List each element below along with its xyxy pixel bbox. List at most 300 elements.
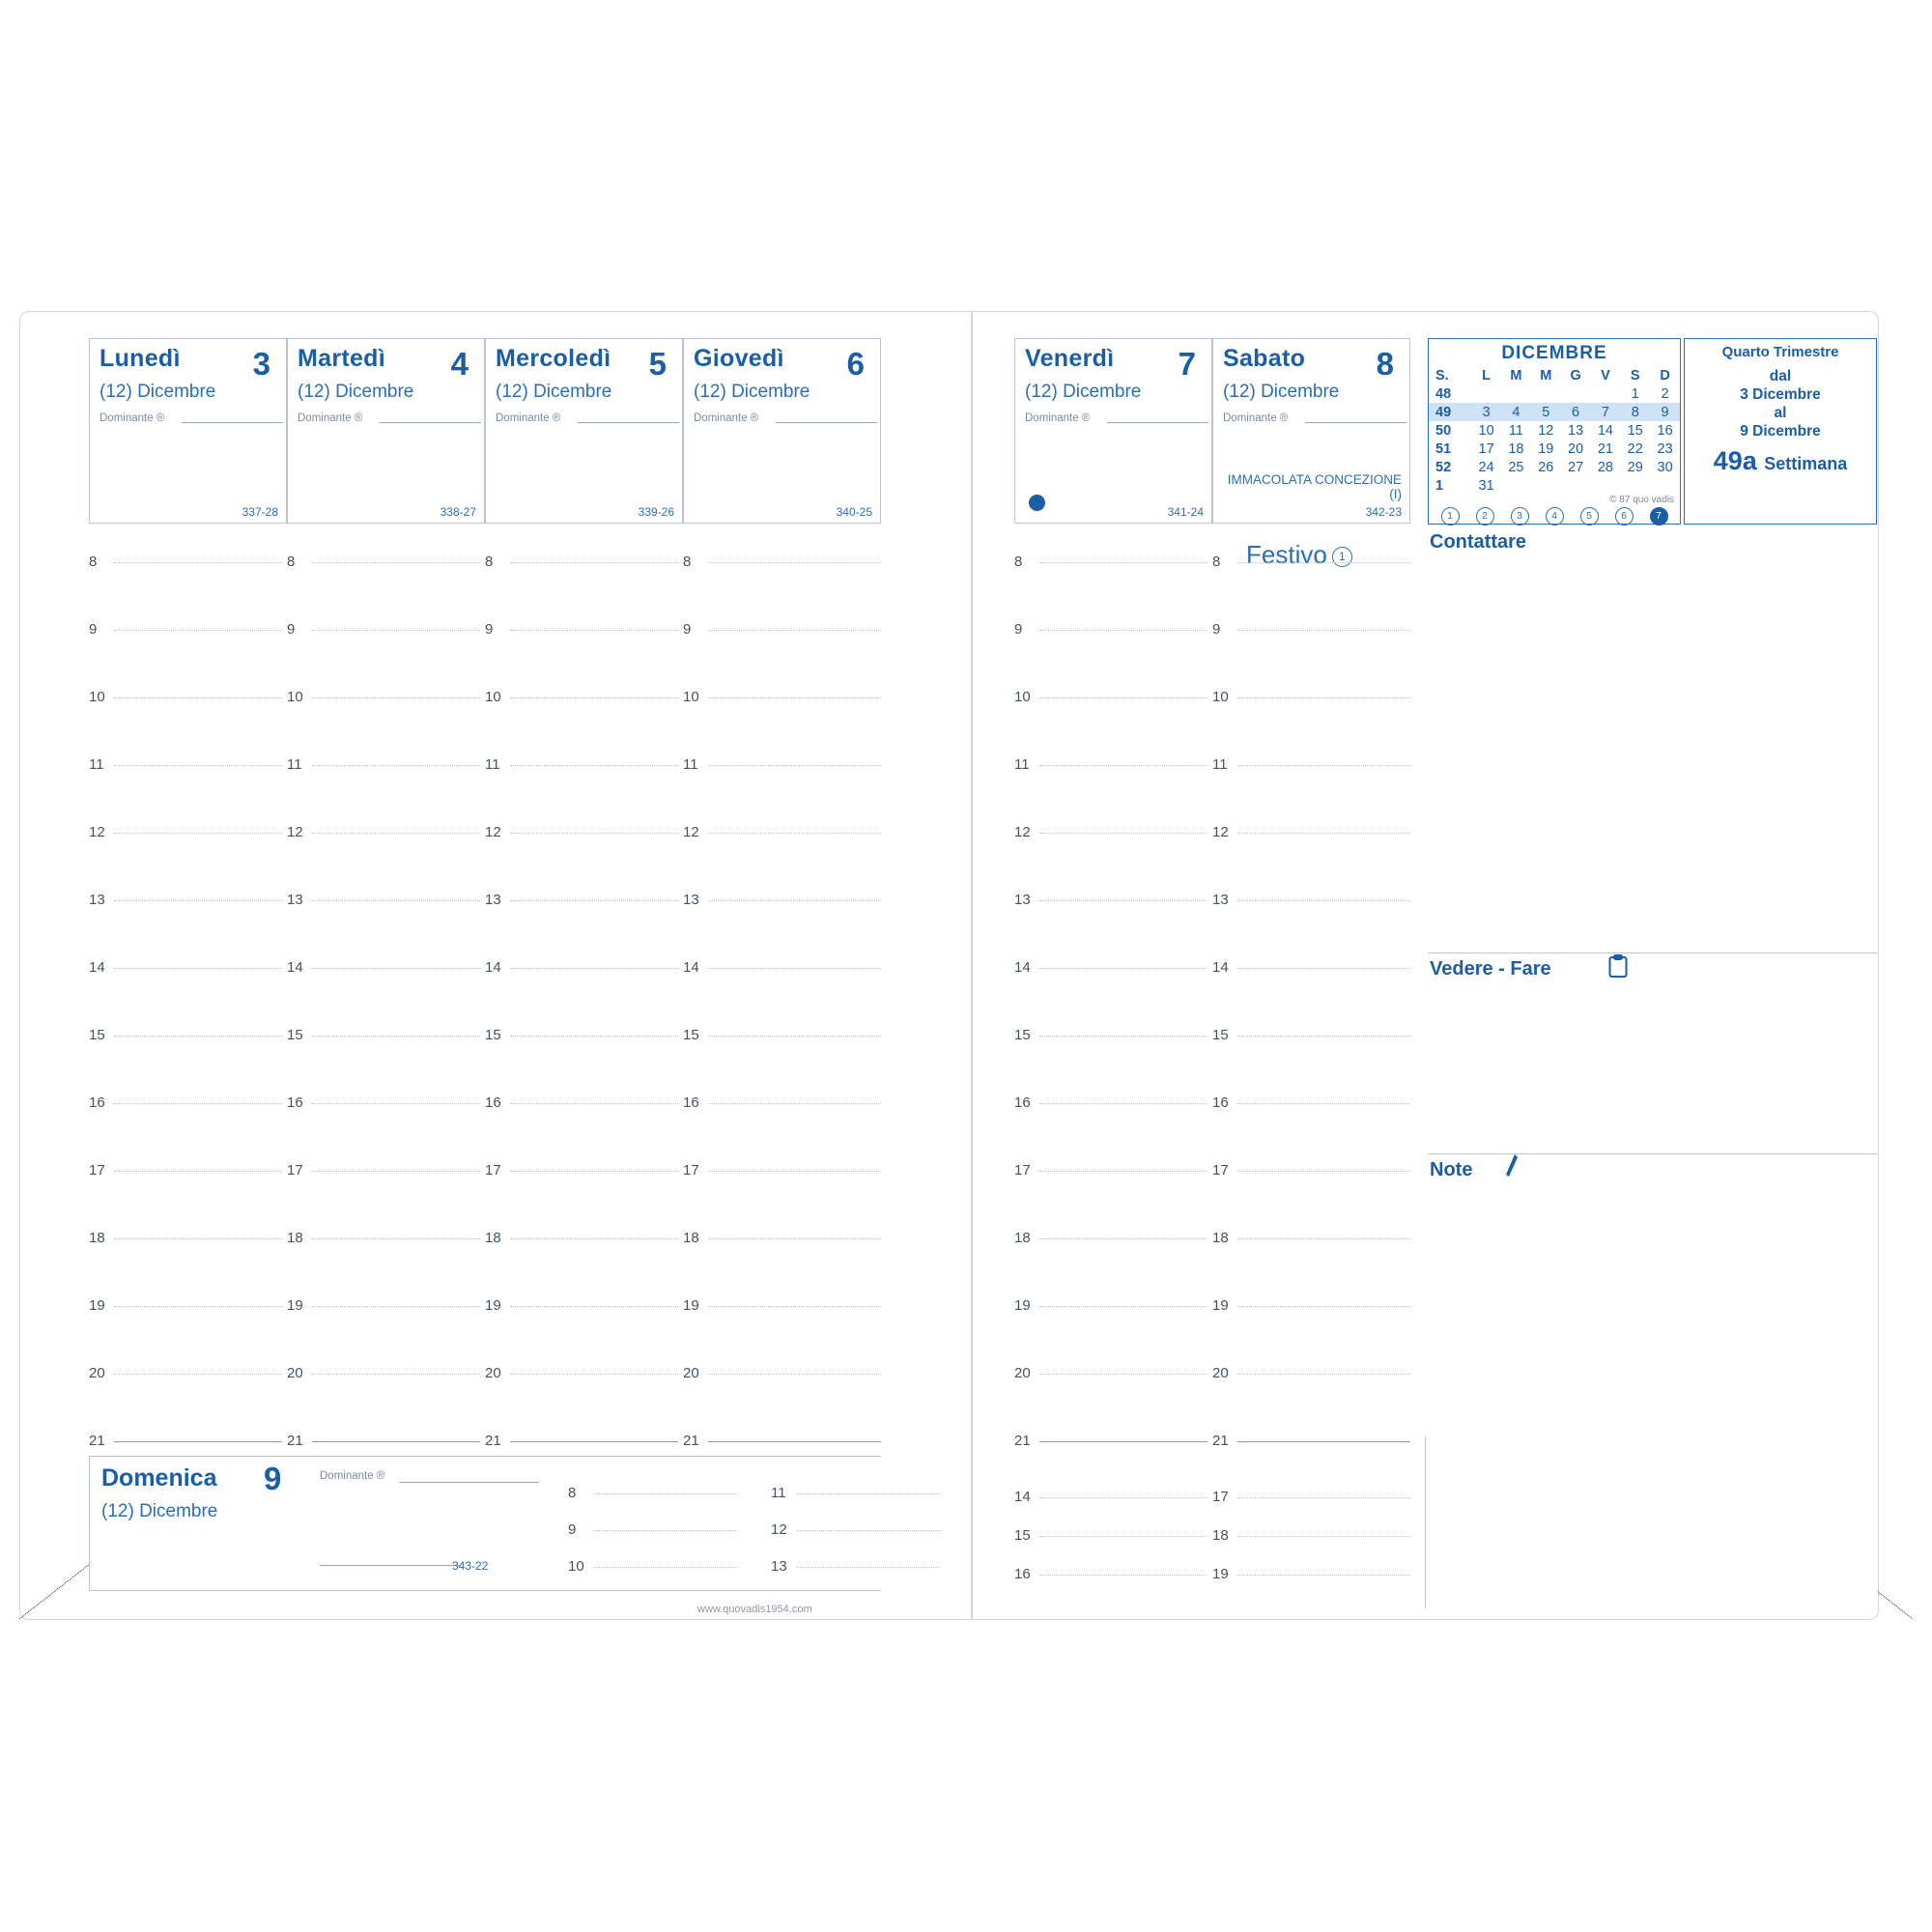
mini-calendar-row[interactable] [1429,421,1680,440]
hour-label: 16 [89,1094,105,1111]
dominante-line[interactable] [182,422,283,423]
hour-line[interactable] [1237,1171,1410,1172]
hour-label: 11 [89,756,104,773]
mc-day[interactable] [1531,384,1561,403]
week-to-label: al [1774,405,1787,421]
hour-label: 15 [89,1027,105,1043]
day-header-saturday[interactable] [1212,338,1410,524]
hour-line[interactable] [708,630,881,631]
hour-line[interactable] [312,900,480,901]
hour-line[interactable] [510,1374,678,1375]
mc-day[interactable]: 1 [1631,385,1639,402]
moon-phase-6: 6 [1615,507,1634,526]
evening-column-left[interactable] [1014,1488,1208,1604]
email-panel[interactable] [1428,746,1877,953]
mc-day[interactable]: 7 [1591,403,1621,421]
hour-line[interactable] [796,1567,940,1568]
mc-day[interactable] [1561,384,1591,403]
hour-line[interactable] [1039,1575,1208,1576]
moon-phase-4: 4 [1546,507,1564,526]
moon-phase-3: 3 [1511,507,1529,526]
day-month: (12) Dicembre [1223,382,1340,402]
mc-week-number: 49 [1429,403,1471,421]
mc-day[interactable]: 16 [1657,422,1673,439]
holiday-name: IMMACOLATA CONCEZIONE (I) [1227,472,1402,501]
mc-day[interactable]: 20 [1568,440,1584,457]
hour-label: 21 [89,1433,105,1449]
day-code: 340-25 [836,505,872,519]
mc-day[interactable]: 11 [1508,422,1523,439]
hour-line[interactable] [114,968,282,969]
day-number: 7 [1178,346,1196,382]
day-number: 4 [450,346,469,382]
hour-label: 9 [568,1521,577,1538]
week-info-box [1684,338,1877,525]
mc-day[interactable]: 23 [1657,440,1673,457]
hour-line[interactable] [312,968,480,969]
mc-week-number: 50 [1435,422,1452,439]
hour-line[interactable] [1039,968,1208,969]
hour-label: 10 [287,689,303,705]
hour-label: 8 [683,554,692,570]
mc-day[interactable]: 29 [1627,459,1643,475]
mc-day[interactable] [1501,384,1531,403]
hour-line[interactable] [510,630,678,631]
hour-label: 20 [683,1365,699,1381]
hour-line[interactable] [1039,900,1208,901]
day-code: 338-27 [440,505,476,519]
hour-label: 14 [1014,1489,1031,1505]
hour-line[interactable] [708,697,881,698]
day-month: (12) Dicembre [101,1501,218,1521]
day-code: 341-24 [1167,505,1204,519]
hour-label: 9 [89,621,98,638]
contattare-label: Contattare [1430,531,1527,553]
hour-line[interactable] [1039,1238,1208,1239]
hour-label: 17 [485,1162,501,1179]
hour-line[interactable] [510,1238,678,1239]
mc-head-week: S. [1435,367,1449,384]
hour-line[interactable] [510,765,678,766]
day-header-tuesday[interactable] [287,338,485,524]
mc-head-tue: M [1510,367,1522,384]
hour-label: 15 [1014,1027,1031,1043]
hour-line[interactable] [312,1036,480,1037]
hour-label: 12 [1014,824,1031,840]
day-name: Martedì [298,345,386,372]
hour-line[interactable] [510,1306,678,1307]
hour-line[interactable] [593,1493,737,1494]
mini-calendar-row-current[interactable] [1429,403,1680,421]
hour-line[interactable] [1237,1497,1410,1498]
hour-line[interactable] [114,697,282,698]
hour-line[interactable] [1039,1171,1208,1172]
dominante-label: Dominante ® [99,412,165,424]
hour-line[interactable] [1039,1441,1208,1442]
hour-label: 11 [1014,756,1030,773]
dominante-line[interactable] [1107,422,1208,423]
hour-line[interactable] [312,1171,480,1172]
mc-head-fri: V [1601,367,1610,384]
hour-line[interactable] [114,1374,282,1375]
mc-day[interactable]: 3 [1471,403,1501,421]
mini-calendar-row[interactable] [1429,440,1680,458]
mc-day[interactable]: 22 [1627,440,1643,457]
hour-line[interactable] [1039,630,1208,631]
hour-line[interactable] [1039,833,1208,834]
hour-line[interactable] [708,562,881,563]
week-from-date: 3 Dicembre [1740,386,1821,403]
hour-label: 13 [1212,892,1229,908]
mc-day[interactable]: 18 [1508,440,1524,457]
mc-day[interactable]: 12 [1538,422,1554,439]
hour-label: 12 [771,1521,787,1538]
hour-line[interactable] [796,1530,940,1531]
hour-line[interactable] [312,697,480,698]
hour-label: 17 [1212,1162,1229,1179]
hour-line[interactable] [312,630,480,631]
hour-line[interactable] [312,562,480,563]
hour-label: 9 [287,621,296,638]
hour-label: 15 [485,1027,501,1043]
mini-calendar-row[interactable] [1429,384,1680,403]
hour-label: 16 [1014,1566,1031,1582]
hour-label: 9 [1212,621,1221,638]
vedere-fare-panel[interactable] [1428,982,1877,1154]
hour-line[interactable] [114,1238,282,1239]
day-month: (12) Dicembre [694,382,810,402]
hour-line[interactable] [1039,1036,1208,1037]
hour-line[interactable] [312,1103,480,1104]
hour-line[interactable] [1237,968,1410,969]
mc-day[interactable]: 6 [1561,403,1591,421]
mini-calendar-row[interactable] [1429,476,1680,495]
hour-label: 13 [683,892,699,908]
mc-week-number: 1 [1435,477,1444,494]
hour-label: 20 [1212,1365,1229,1381]
hour-label: 17 [89,1162,105,1179]
hour-line[interactable] [708,1103,881,1104]
moon-phase-icon [1029,495,1045,511]
hour-label: 14 [1212,959,1229,976]
hour-label: 18 [1014,1230,1031,1246]
hour-label: 11 [1212,756,1228,773]
mc-day[interactable]: 24 [1478,459,1494,475]
page-gutter [971,311,973,1620]
hour-line[interactable] [510,968,678,969]
week-range [1685,367,1876,440]
hour-line[interactable] [510,1171,678,1172]
hour-line[interactable] [114,1103,282,1104]
hour-label: 18 [683,1230,699,1246]
day-month: (12) Dicembre [496,382,612,402]
day-number: 6 [846,346,865,382]
hour-label: 8 [1212,554,1221,570]
hour-label: 19 [1212,1297,1229,1314]
hour-line[interactable] [1237,1374,1410,1375]
day-name-row [496,345,674,382]
hour-label: 11 [683,756,698,773]
day-header-monday[interactable] [89,338,287,524]
mc-head-sat: S [1630,367,1640,384]
day-code: 339-26 [638,505,674,519]
hour-label: 14 [1014,959,1031,976]
mc-day[interactable] [1591,476,1621,495]
hour-line[interactable] [510,833,678,834]
hour-line[interactable] [1237,1575,1410,1576]
hour-line[interactable] [1237,900,1410,901]
hour-line[interactable] [1039,1497,1208,1498]
day-code: 342-23 [1365,505,1402,519]
hour-label: 17 [287,1162,303,1179]
mc-head-thu: G [1570,367,1581,384]
week-to-date: 9 Dicembre [1740,423,1821,440]
mc-day[interactable]: 13 [1568,422,1584,439]
day-number: 5 [648,346,667,382]
hour-line[interactable] [708,1036,881,1037]
hour-line[interactable] [1237,833,1410,834]
mc-day[interactable]: 4 [1501,403,1531,421]
hour-line[interactable] [708,900,881,901]
hour-line[interactable] [1237,1441,1410,1442]
day-name: Domenica [101,1464,217,1492]
mc-day[interactable]: 15 [1627,422,1643,439]
mini-calendar[interactable] [1428,338,1681,525]
hour-label: 18 [1212,1527,1229,1544]
hour-label: 10 [568,1558,584,1575]
mc-day[interactable]: 21 [1597,440,1613,457]
hour-label: 14 [287,959,303,976]
hour-line[interactable] [708,1306,881,1307]
mc-day[interactable]: 26 [1538,459,1554,475]
hour-label: 21 [1212,1433,1229,1449]
hour-label: 10 [1212,689,1229,705]
day-name: Venerdì [1025,345,1115,372]
hour-line[interactable] [1237,562,1410,563]
mc-day[interactable]: 30 [1657,459,1673,475]
hour-label: 8 [287,554,296,570]
mc-day[interactable]: 9 [1650,403,1680,421]
mc-day[interactable]: 17 [1478,440,1494,457]
week-word: Settimana [1764,454,1848,473]
hour-label: 12 [89,824,105,840]
dominante-line[interactable] [399,1482,539,1483]
note-label: Note [1430,1159,1473,1180]
mc-day[interactable]: 28 [1597,459,1613,475]
hour-label: 11 [771,1485,786,1501]
mc-day[interactable] [1501,476,1531,495]
mc-day[interactable] [1650,476,1680,495]
hour-line[interactable] [114,1036,282,1037]
hour-label: 12 [287,824,303,840]
mc-day[interactable]: 8 [1620,403,1650,421]
hour-label: 20 [485,1365,501,1381]
hour-line[interactable] [510,562,678,563]
hour-line[interactable] [114,765,282,766]
day-name: Mercoledì [496,345,611,372]
mc-day[interactable]: 27 [1568,459,1584,475]
hour-line[interactable] [510,697,678,698]
day-number: 9 [264,1461,282,1496]
hour-line[interactable] [114,1306,282,1307]
dominante-label: Dominante ® [320,1470,385,1482]
hour-line[interactable] [1237,630,1410,631]
hour-line[interactable] [510,900,678,901]
mc-day[interactable] [1561,476,1591,495]
hour-label: 21 [1014,1433,1031,1449]
hour-line[interactable] [1039,562,1208,563]
dominante-line[interactable] [776,422,877,423]
hour-line[interactable] [114,900,282,901]
day-name-row [1025,345,1204,382]
hour-label: 9 [485,621,494,638]
hour-line[interactable] [312,765,480,766]
mc-head-sun: D [1660,367,1670,384]
hour-label: 21 [485,1433,501,1449]
hour-label: 8 [89,554,98,570]
hour-line[interactable] [312,1374,480,1375]
hour-line[interactable] [593,1530,737,1531]
hour-line[interactable] [1039,1374,1208,1375]
pen-icon [1505,1153,1519,1179]
week-number-row [1685,446,1876,476]
hour-line[interactable] [708,1171,881,1172]
hour-line[interactable] [312,1238,480,1239]
hour-line[interactable] [708,1441,881,1442]
day-month: (12) Dicembre [298,382,414,402]
hour-line[interactable] [510,1103,678,1104]
day-code: 343-22 [452,1559,489,1573]
hour-label: 10 [485,689,501,705]
hour-line[interactable] [1237,1306,1410,1307]
day-header-sunday[interactable] [89,1456,881,1591]
hour-line[interactable] [510,1441,678,1442]
hour-line[interactable] [708,968,881,969]
hour-line[interactable] [312,1441,480,1442]
evening-column-right[interactable] [1212,1488,1410,1604]
dominante-label: Dominante ® [496,412,561,424]
mc-day[interactable]: 31 [1478,477,1494,494]
dominante-label: Dominante ® [694,412,759,424]
hour-label: 10 [683,689,699,705]
dominante-line[interactable] [578,422,679,423]
mc-day[interactable]: 10 [1478,422,1494,439]
day-header-wednesday[interactable] [485,338,683,524]
mc-day[interactable]: 2 [1661,385,1669,402]
hour-line[interactable] [1039,697,1208,698]
sunday-extra-line[interactable] [320,1565,460,1566]
mc-day[interactable]: 5 [1531,403,1561,421]
mini-calendar-header-row [1429,366,1680,384]
hour-line[interactable] [708,765,881,766]
mc-day[interactable]: 14 [1597,422,1613,439]
day-name-row [1223,345,1402,382]
hour-line[interactable] [796,1493,940,1494]
day-month: (12) Dicembre [99,382,216,402]
hour-line[interactable] [114,562,282,563]
hour-label: 8 [568,1485,577,1501]
hour-line[interactable] [114,1171,282,1172]
hour-line[interactable] [708,1374,881,1375]
hour-line[interactable] [1039,1306,1208,1307]
quarter-label: Quarto Trimestre [1721,344,1839,360]
hour-label: 10 [89,689,105,705]
mini-calendar-title: DICEMBRE [1501,343,1607,363]
hour-label: 10 [1014,689,1031,705]
mc-day[interactable] [1531,476,1561,495]
day-header-friday[interactable] [1014,338,1212,524]
hour-line[interactable] [1237,1238,1410,1239]
hour-label: 16 [485,1094,501,1111]
day-month: (12) Dicembre [1025,382,1142,402]
hour-line[interactable] [1039,765,1208,766]
day-name-row [298,345,476,382]
hour-line[interactable] [114,1441,282,1442]
hour-label: 19 [89,1297,105,1314]
hour-line[interactable] [312,833,480,834]
hour-label: 13 [485,892,501,908]
dominante-line[interactable] [1305,422,1406,423]
hour-line[interactable] [1237,1036,1410,1037]
hour-label: 13 [1014,892,1031,908]
mini-calendar-row[interactable] [1429,458,1680,476]
hour-label: 15 [1014,1527,1031,1544]
hour-label: 15 [1212,1027,1229,1043]
festivo-text: Festivo [1246,540,1327,569]
hour-line[interactable] [114,630,282,631]
mc-day[interactable]: 25 [1508,459,1524,475]
mc-day[interactable]: 19 [1538,440,1554,457]
moon-phase-7: 7 [1650,507,1668,526]
hour-label: 13 [771,1558,787,1575]
vedere-fare-label: Vedere - Fare [1430,958,1551,980]
hour-line[interactable] [1237,765,1410,766]
hour-label: 18 [485,1230,501,1246]
hour-line[interactable] [1237,697,1410,698]
note-panel[interactable] [1428,1180,1877,1608]
hour-line[interactable] [1237,1536,1410,1537]
hour-label: 17 [683,1162,699,1179]
contattare-panel[interactable] [1428,553,1877,760]
hour-line[interactable] [708,833,881,834]
dominante-line[interactable] [380,422,481,423]
hour-line[interactable] [1039,1103,1208,1104]
mc-week-number: 51 [1435,440,1452,457]
hour-label: 8 [485,554,494,570]
hour-label: 19 [1014,1297,1031,1314]
day-code: 337-28 [242,505,278,519]
hour-label: 18 [1212,1230,1229,1246]
day-number: 8 [1376,346,1394,382]
hour-line[interactable] [708,1238,881,1239]
day-header-thursday[interactable] [683,338,881,524]
hour-line[interactable] [1237,1103,1410,1104]
mc-day[interactable] [1620,476,1650,495]
mini-calendar-table [1429,366,1680,495]
hour-line[interactable] [114,833,282,834]
festivo-badge: 1 [1332,547,1352,567]
hour-label: 13 [89,892,105,908]
hour-line[interactable] [593,1567,737,1568]
hour-line[interactable] [510,1036,678,1037]
mc-day[interactable] [1471,384,1501,403]
hour-label: 12 [1212,824,1229,840]
mc-day[interactable] [1591,384,1621,403]
website-url: www.quovadis1954.com [697,1604,812,1615]
hour-line[interactable] [1039,1536,1208,1537]
mini-calendar-footer: © 87 quo vadis [1609,495,1674,505]
hour-line[interactable] [312,1306,480,1307]
